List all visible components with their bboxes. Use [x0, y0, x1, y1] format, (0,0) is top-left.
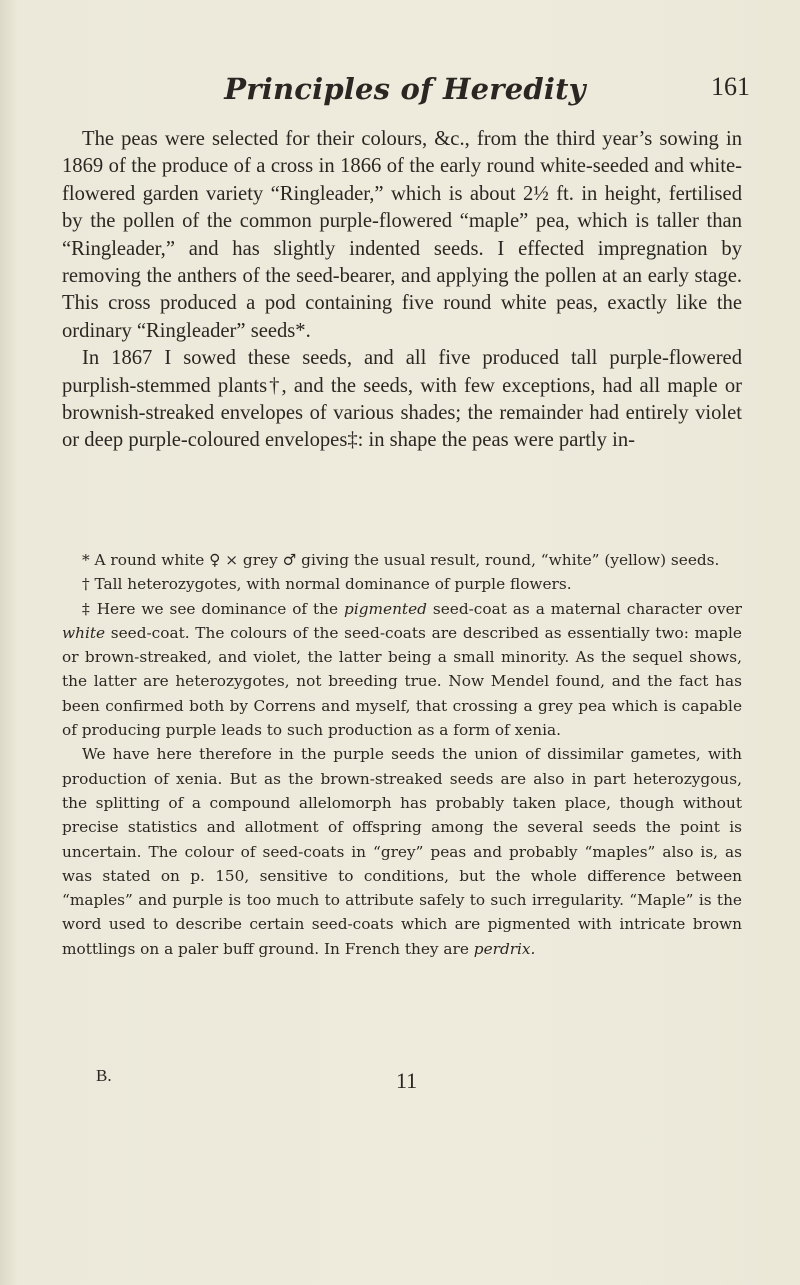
main-text: [62, 126, 742, 455]
running-title: Principles of Heredity: [224, 72, 586, 106]
page-number: 161: [711, 72, 750, 101]
footnote-dagger: † Tall heterozygotes, with normal dominance of purple flowers.: [82, 575, 572, 594]
signature-mark: B.: [96, 1066, 112, 1085]
footnote-text: We have here therefore in the purple seeds the union of dissimilar gametes, with production of xenia. But as the brown-streaked seeds are also in part heterozygous, the splitting of a compound allelomorph has probably taken place, though without precise statistics and allotment of offspring among the several seeds the point is uncertain. The colour of seed-coats in “grey” peas and probably “maples” also is, as was stated on p. 150, sensitive to conditions, but the whole difference between “maples” and purple is too much to attribute safely to such irregularity. “Maple” is the word used to describe certain seed-coats which are pigmented with intricate brown mottlings on a paler buff ground. In French they are: [62, 745, 742, 958]
footnote-text: seed-coat as a maternal character over: [432, 599, 742, 618]
page-footer: [96, 1066, 696, 1106]
paragraph: In 1867 I sowed these seeds, and all five produced tall purple-flowered purplish-stemmed plants†, and the seeds, with few exceptions, had all maple or brownish-streaked envelopes of various shades; the remainder had entirely violet or deep purple-coloured envelopes‡: in shape the peas were partly in-: [62, 347, 742, 452]
page-header: [60, 72, 750, 112]
footnote-text: ‡ Here we see dominance of the: [82, 599, 339, 618]
footnote-text: seed-coat. The colours of the seed-coats are described as essentially two: maple or brown-streaked, and violet, the latter being a small minority. As the sequel shows, the latter are heterozygotes, not breeding true. Now Mendel found, and the fact has been confirmed both by Correns and myself, that crossing a grey pea which is capable of producing purple leads to such production as a form of xenia.: [62, 623, 742, 740]
italic-term: white: [62, 623, 106, 642]
footnotes: [62, 548, 742, 961]
footnote-star: * A round white ♀ × grey ♂ giving the usual result, round, “white” (yellow) seeds.: [82, 551, 720, 569]
paragraph: The peas were selected for their colours, &c., from the third year’s sowing in 1869 of the produce of a cross in 1866 of the early round white-seeded and white-flowered garden variety “Ringleader,” which is about 2½ ft. in height, fertilised by the pollen of the common purple-flowered “maple” pea, which is taller than “Ringleader,” and has slightly indented seeds. I effected impregnation by removing the anthers of the seed-bearer, and applying the pollen at an early stage. This cross produced a pod containing five round white peas, exactly like the ordinary “Ringleader” seeds*.: [62, 128, 742, 342]
footnote-double-dagger: [62, 597, 742, 743]
italic-term: pigmented: [344, 599, 427, 618]
footnote-continuation: [62, 742, 742, 961]
sheet-number: 11: [396, 1068, 418, 1093]
italic-term: perdrix.: [473, 939, 536, 958]
